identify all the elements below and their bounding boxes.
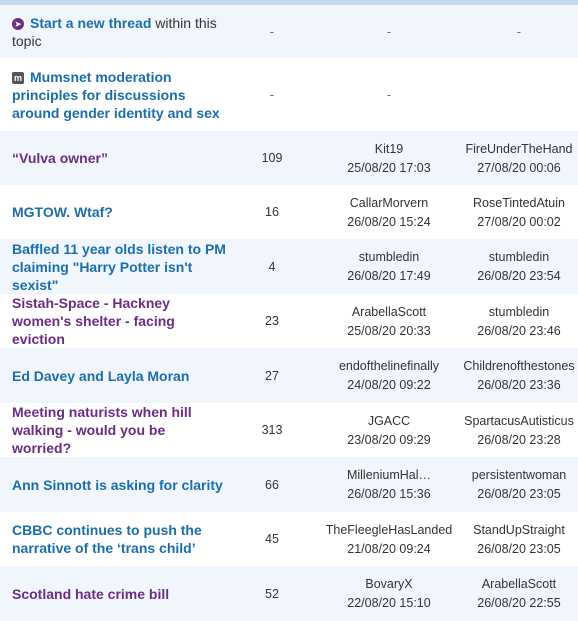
thread-title-link[interactable]: MGTOW. Wtaf? [12,204,113,220]
started-cell [318,131,460,185]
last-post-by[interactable]: Childrenofthestones [463,359,575,373]
started-cell [318,566,460,621]
started-dash: - [386,87,392,102]
last-post-cell [460,239,578,294]
started-at: 26/08/20 15:36 [347,487,431,501]
last-post-by[interactable]: stumbledin [488,250,550,264]
m-badge-icon: m [13,72,22,83]
thread-title-link[interactable]: Ann Sinnott is asking for clarity [12,476,223,493]
last-post-cell [460,294,578,348]
thread-title-cell [0,185,226,239]
last-post-at: 26/08/20 23:36 [477,378,561,392]
thread-title-cell [0,239,226,294]
start-new-thread-link[interactable]: Start a new thread [30,14,152,31]
last-post-by[interactable]: stumbledin [488,304,550,319]
new-thread-suffix: within this topic [12,14,217,49]
started-at: 22/08/20 15:10 [347,596,431,610]
thread-title-link[interactable]: Ed Davey and Layla Moran [12,367,190,384]
started-cell [318,457,460,512]
moderation-cell [0,58,226,131]
last-post-at: 26/08/20 23:28 [477,432,561,447]
started-at: 23/08/20 09:29 [347,432,431,447]
thread-title-cell [0,566,226,621]
replies-dash: - [269,87,275,102]
started-at: 25/08/20 17:03 [347,160,431,175]
thread-row [0,185,578,239]
started-by[interactable]: ArabellaScott [351,304,427,319]
reply-count: 4 [268,259,276,274]
last-post-at: 27/08/20 00:02 [477,214,561,229]
last-post-by[interactable]: ArabellaScott [481,577,557,591]
replies-cell [226,5,318,58]
thread-title-link[interactable]: Sistah-Space - Hackney women's shelter - facing eviction [12,295,175,347]
last-post-cell [460,457,578,512]
reply-count: 313 [261,423,283,437]
started-at: 26/08/20 15:24 [347,214,431,229]
replies-cell [226,58,318,131]
thread-row [0,403,578,457]
started-cell [318,58,460,131]
last-post-by[interactable]: StandUpStraight [473,522,565,537]
replies-cell [226,403,318,457]
last-dash: - [516,24,522,39]
started-by[interactable]: stumbledin [358,250,420,264]
reply-count: 45 [265,532,279,546]
thread-row [0,348,578,403]
started-by[interactable]: MilleniumHal… [346,468,432,482]
last-cell [460,58,578,131]
last-post-cell [460,403,578,457]
last-post-by[interactable]: RoseTintedAtuin [473,195,565,210]
thread-title-cell [0,131,226,185]
started-cell [318,239,460,294]
last-post-at: 26/08/20 23:05 [477,541,561,556]
started-cell [318,403,460,457]
new-thread-row [0,5,578,58]
reply-count: 109 [261,151,283,165]
thread-row [0,131,578,185]
new-thread-cell [0,5,226,58]
thread-row [0,566,578,621]
last-post-cell [460,131,578,185]
reply-count: 52 [265,586,279,601]
started-by[interactable]: endofthelinefinally [338,359,440,373]
replies-cell [226,185,318,239]
last-post-by[interactable]: FireUnderTheHand [465,141,573,156]
started-cell [318,185,460,239]
arrow-circle-icon: ➤ [12,18,24,30]
started-cell [318,512,460,566]
last-post-at: 26/08/20 23:54 [477,269,561,283]
last-post-cell [460,512,578,566]
last-post-at: 26/08/20 23:05 [477,487,561,501]
replies-cell [226,239,318,294]
reply-count: 23 [265,314,279,328]
started-at: 26/08/20 17:49 [347,269,431,283]
thread-title-cell [0,348,226,403]
thread-title-cell [0,512,226,566]
thread-row [0,294,578,348]
reply-count: 16 [265,205,279,219]
started-dash: - [386,24,392,39]
thread-title-cell [0,294,226,348]
started-by[interactable]: CallarMorvern [349,195,429,210]
moderation-row [0,58,578,131]
replies-dash: - [269,24,275,39]
started-at: 25/08/20 20:33 [347,323,431,338]
moderation-principles-link[interactable]: Mumsnet moderation principles for discussions around gender identity and sex [12,68,220,121]
thread-title-link[interactable]: Meeting naturists when hill walking - would you be worried? [12,404,192,456]
replies-cell [226,512,318,566]
thread-title-link[interactable]: Baffled 11 year olds listen to PM claiming "Harry Potter isn't sexist" [12,240,226,293]
threads-table [0,5,578,621]
replies-cell [226,348,318,403]
started-cell [318,348,460,403]
thread-title-link[interactable]: CBBC continues to push the narrative of the ‘trans child’ [12,522,202,556]
started-at: 24/08/20 09:22 [347,378,431,392]
thread-row [0,457,578,512]
last-cell [460,5,578,58]
started-by[interactable]: BovaryX [365,577,413,591]
replies-cell [226,294,318,348]
thread-title-cell [0,403,226,457]
started-by[interactable]: TheFleegleHasLanded [325,522,453,537]
started-cell [318,5,460,58]
replies-cell [226,131,318,185]
reply-count: 66 [265,477,279,492]
replies-cell [226,566,318,621]
last-post-at: 27/08/20 00:06 [477,160,561,175]
thread-row [0,512,578,566]
thread-row [0,239,578,294]
last-post-at: 26/08/20 23:46 [477,323,561,338]
last-post-by[interactable]: SpartacusAutisticus [464,413,574,428]
thread-title-link[interactable]: “Vulva owner” [12,150,108,166]
started-by[interactable]: Kit19 [374,141,404,156]
last-post-cell [460,348,578,403]
started-cell [318,294,460,348]
reply-count: 27 [265,368,279,383]
thread-title-link[interactable]: Scotland hate crime bill [12,585,170,602]
started-at: 21/08/20 09:24 [347,541,431,556]
last-post-cell [460,185,578,239]
thread-title-cell [0,457,226,512]
last-post-at: 26/08/20 22:55 [477,596,561,610]
last-post-by[interactable]: persistentwoman [471,468,567,482]
started-by[interactable]: JGACC [367,413,411,428]
last-post-cell [460,566,578,621]
replies-cell [226,457,318,512]
